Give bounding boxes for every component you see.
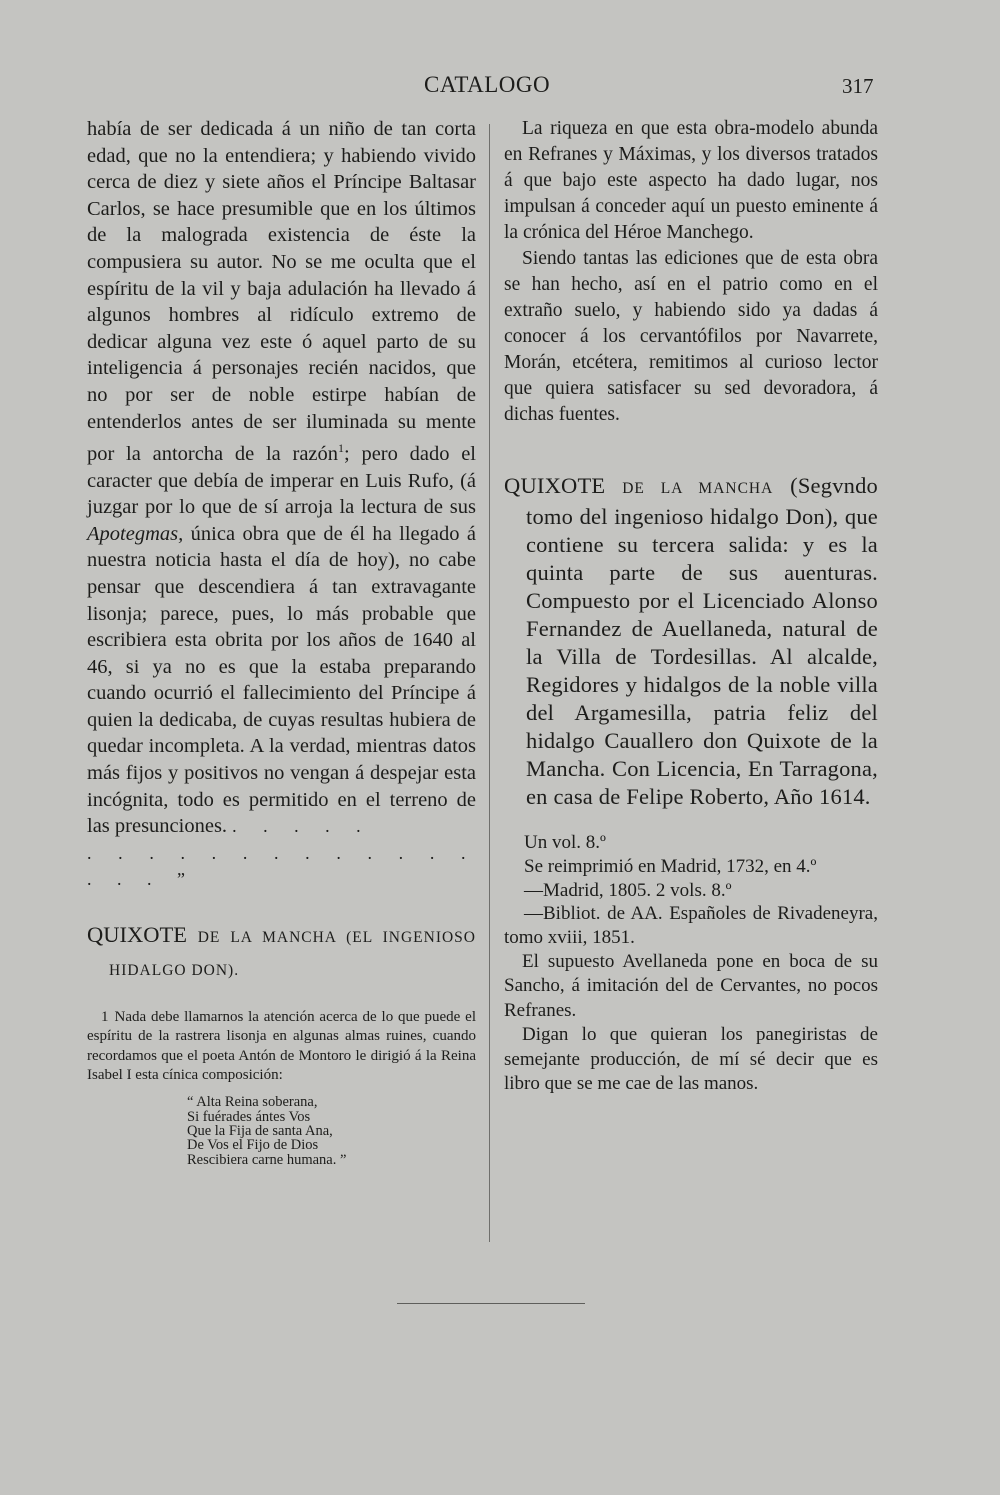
poem-line: Si fuérades ántes Vos xyxy=(187,1108,311,1125)
poem-line: “ Alta Reina soberana, xyxy=(187,1094,318,1111)
running-title: CATALOGO xyxy=(424,72,551,97)
poem-line: Que la Fija de santa Ana, xyxy=(187,1123,333,1140)
biblio-line: —Bibliot. de AA. Españoles de Rivadeneyra, tomo xviii, 1851. xyxy=(504,903,878,949)
right-column xyxy=(504,116,878,1096)
biblio-line: —Madrid, 1805. 2 vols. 8.º xyxy=(524,879,732,901)
page-number: 317 xyxy=(842,74,874,98)
closing-paragraph-avellaneda: El supuesto Avellaneda pone en boca de su Sancho, á imitación del de Cervantes, no pocos Refranes. xyxy=(504,950,878,1021)
entry-title-main: QUIXOTE xyxy=(504,473,606,498)
footnote-poem xyxy=(187,1095,476,1166)
page-header xyxy=(0,72,1000,104)
main-text-part-3: única obra que de él ha llegado á nuestra noticia hasta el día de hoy), no cabe pensar que descendiera á tan extravagante lisonja; parece, pues, lo más probable que escribiera esta obrita por los años de 1640 al 46, si ya no es que la estaba preparando cuando ocurrió el fallecimiento del Príncipe á quien la dedicaba, de cuyas resultas hubiera de quedar incompleta. A la verdad, mientras datos más fijos y positivos no vengan á despejar esta incógnita, todo es permitido en el terreno de las presunciones. xyxy=(87,522,476,838)
paragraph-riqueza: La riqueza en que esta obra-modelo abunda en Refranes y Máximas, y los diversos tratados á que bajo este aspecto ha dado lugar, nos impulsan á conceder aquí un puesto eminente á la crónica del Héroe Manchego. xyxy=(504,118,878,243)
biblio-line: Se reimprimió en Madrid, 1732, en 4.º xyxy=(524,855,817,877)
section-title xyxy=(87,920,476,986)
footnote-number: 1 xyxy=(101,1008,109,1025)
bibliographic-notes xyxy=(504,831,878,950)
bottom-rule xyxy=(397,1303,585,1304)
entry-title-smallcaps: DE LA MANCHA xyxy=(622,480,774,497)
section-title-main: QUIXOTE xyxy=(87,921,187,947)
column-divider xyxy=(489,124,490,1242)
poem-line: Rescibiera carne humana. ” xyxy=(187,1151,347,1168)
ellipsis-line: . . . . . . . . . . . . . . . . ” xyxy=(87,842,476,889)
italic-work-title: Apotegmas, xyxy=(87,522,184,545)
entry-title xyxy=(504,472,878,811)
closing-paragraph-panegiristas: Digan lo que quieran los panegiristas de semejante producción, de mí sé decir que es libro que se me cae de las manos. xyxy=(504,1024,878,1095)
paragraph-ediciones: Siendo tantas las ediciones que de esta obra se han hecho, así en el patrio como en el extraño suelo, y habiendo sido ya dadas á conocer á los cervantófilos por Navarrete, Morán, etcétera, remitimos al curioso lector que quiera satisfacer su sed devoradora, á dichas fuentes. xyxy=(504,248,878,425)
entry-title-rest: (Segvndo tomo del ingenioso hidalgo Don), que contiene su tercera salida: y es la quinta parte de sus auenturas. Compuesto por el Licenciado Alonso Fernandez de Auellaneda, natural de la Villa de Tordesillas. Al alcalde, Regidores y hidalgos de la noble villa del Argamesilla, patria feliz del hidalgo Cauallero don Quixote de la Mancha. Con Licencia, En Tarragona, en casa de Felipe Roberto, Año 1614. xyxy=(526,473,878,809)
main-text-part-2: ; pero dado el caracter que debía de imperar en Luis Rufo, (á juzgar por lo que de sí arroja la lectura de sus xyxy=(87,442,476,519)
footnote-text: Nada debe llamarnos la atención acerca de lo que puede el espíritu de la rastrera lisonja en algunas almas ruines, cuando recordamos que el poeta Antón de Montoro le dirigió á la Reina Isabel I esta cínica composición: xyxy=(87,1008,476,1084)
section-title-rest: DE LA MANCHA (EL INGENIOSO HIDALGO DON). xyxy=(109,928,476,979)
footnote xyxy=(87,1008,476,1086)
biblio-line: Un vol. 8.º xyxy=(524,832,606,853)
ellipsis-dots: . . . . . xyxy=(232,816,372,837)
main-text-part-1: había de ser dedicada á un niño de tan corta edad, que no la entendiera; y habiendo vivido cerca de diez y siete años el Príncipe Baltasar Carlos, se hace presumible que en los últimos de la malograda existencia de éste la compusiera su autor. No se me oculta que el espíritu de la vil y baja adulación ha llevado á algunos hombres al ridículo extremo de dedicar alguna vez este ó aquel parto de su inteligencia á personajes recién nacidos, que no por ser de noble estirpe habían de entenderlos antes de ser iluminada su mente por la antorcha de la razón xyxy=(87,118,476,465)
poem-line: De Vos el Fijo de Dios xyxy=(187,1137,319,1154)
left-column xyxy=(87,116,476,1167)
main-paragraph xyxy=(87,116,476,840)
footnote-reference: 1 xyxy=(338,441,345,456)
